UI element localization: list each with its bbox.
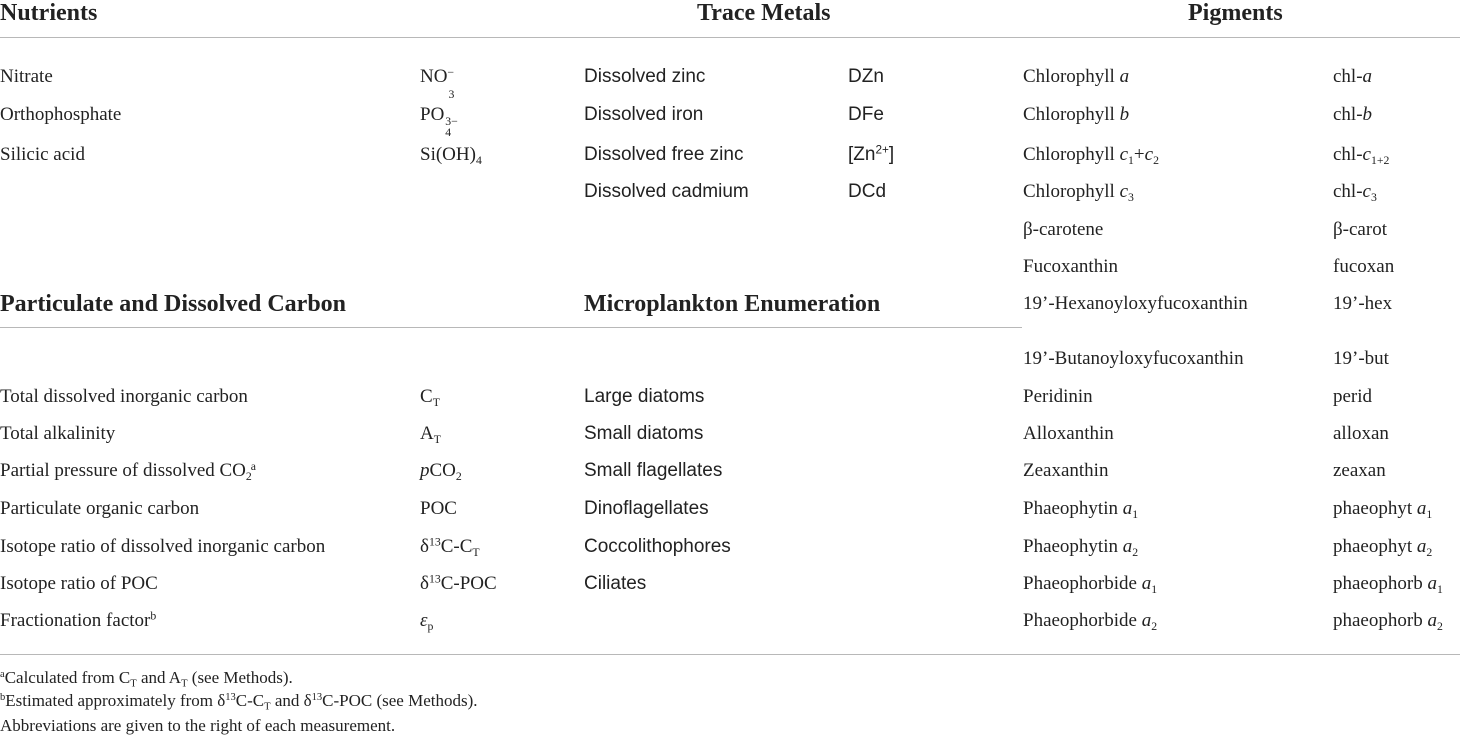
pigment-abbr: β-carot [1333, 219, 1387, 240]
pigment-name: Fucoxanthin [1023, 256, 1118, 277]
pigment-abbr: alloxan [1333, 423, 1389, 444]
pigment-name: Chlorophyll b [1023, 104, 1130, 125]
pigment-name: Chlorophyll $c_3$ [1023, 181, 1134, 205]
pigment-name: Phaeophytin $a_1$ [1023, 498, 1139, 522]
carbon-name: Particulate organic carbon [0, 498, 200, 519]
trace-metals-header: Trace Metals [697, 0, 831, 26]
pigment-name: Chlorophyll $c_1+c_2$ [1023, 144, 1159, 168]
microplankton-item: Small diatoms [584, 423, 704, 444]
pigment-name: Alloxanthin [1023, 423, 1114, 444]
trace-metal-abbr: DFe [848, 104, 884, 125]
section-rule [0, 327, 1022, 328]
pigment-abbr: 19’-but [1333, 348, 1389, 369]
pigment-abbr: zeaxan [1333, 460, 1386, 481]
pigment-abbr: phaeophyt $a_2$ [1333, 536, 1433, 560]
pigment-abbr: perid [1333, 386, 1373, 407]
pigment-name: Zeaxanthin [1023, 460, 1109, 481]
footnote-note: Abbreviations are given to the right of each measurement. [0, 716, 396, 735]
pigment-abbr: chl-$c_{1+2}$ [1333, 144, 1390, 168]
pigment-abbr: chl-$c_3$ [1333, 181, 1377, 205]
pigment-name: β-carotene [1023, 219, 1104, 240]
carbon-abbr: pCO$_2$ [420, 460, 462, 484]
microplankton-item: Large diatoms [584, 386, 705, 407]
carbon-abbr: $\delta^{13}C$-POC [420, 572, 497, 594]
microplankton-item: Dinoflagellates [584, 498, 709, 519]
trace-metal-abbr: DCd [848, 181, 887, 202]
trace-metal-abbr-zn: $[Zn^{2+}]$ [848, 143, 895, 165]
microplankton-item: Small flagellates [584, 460, 723, 481]
pigment-name: Phaeophytin $a_2$ [1023, 536, 1139, 560]
nutrient-abbr-phosphate: PO 3− 4 [420, 104, 458, 140]
pigment-abbr: phaeophorb $a_2$ [1333, 610, 1443, 634]
footnote-b: $^b$Estimated approximately from $\delta^{13}C-C_T$ and $\delta^{13}C$-POC (see Methods). [0, 691, 478, 713]
carbon-name: Fractionation factor$^b$ [0, 609, 157, 631]
pigment-name: Phaeophorbide $a_1$ [1023, 573, 1158, 597]
carbon-abbr: $A_T$ [420, 423, 441, 447]
pigment-name: Peridinin [1023, 386, 1093, 407]
carbon-name: Isotope ratio of POC [0, 573, 158, 594]
nutrient-name: Nitrate [0, 66, 53, 87]
pigments-header: Pigments [1188, 0, 1283, 26]
carbon-abbr: $\varepsilon_p$ [420, 610, 434, 634]
carbon-name: Isotope ratio of dissolved inorganic carbon [0, 536, 326, 557]
trace-metal-name: Dissolved zinc [584, 66, 706, 87]
trace-metal-abbr: DZn [848, 66, 884, 87]
carbon-header: Particulate and Dissolved Carbon [0, 291, 347, 317]
nutrient-abbr-nitrate: NO 3 − [420, 65, 455, 102]
nutrient-abbr-silicic: $Si(OH)_4$ [420, 144, 482, 168]
footer-rule [0, 654, 1460, 655]
microplankton-header: Microplankton Enumeration [584, 291, 881, 317]
nutrient-name: Orthophosphate [0, 104, 122, 125]
trace-metal-name: Dissolved free zinc [584, 144, 744, 165]
pigment-abbr: phaeophorb $a_1$ [1333, 573, 1443, 597]
carbon-name: Total alkalinity [0, 423, 116, 444]
pigment-name: 19’-Butanoyloxyfucoxanthin [1023, 348, 1244, 369]
carbon-abbr: POC [420, 498, 457, 519]
trace-metal-name: Dissolved cadmium [584, 181, 749, 202]
pigment-abbr: phaeophyt $a_1$ [1333, 498, 1433, 522]
nutrients-header: Nutrients [0, 0, 98, 26]
microplankton-item: Coccolithophores [584, 536, 731, 557]
nutrient-name: Silicic acid [0, 144, 85, 165]
pigment-abbr: fucoxan [1333, 256, 1395, 277]
header-rule [0, 37, 1460, 38]
carbon-name: Partial pressure of dissolved $CO_2^a$ [0, 459, 257, 484]
pigment-name: 19’-Hexanoyloxyfucoxanthin [1023, 293, 1248, 314]
pigment-name: Phaeophorbide $a_2$ [1023, 610, 1158, 634]
pigment-abbr: chl-a [1333, 66, 1373, 87]
carbon-abbr: $C_T$ [420, 386, 440, 410]
pigment-abbr: 19’-hex [1333, 293, 1393, 314]
carbon-abbr: $\delta^{13}C-C_T$ [420, 535, 480, 560]
footnote-a: $^a$Calculated from $C_T$ and $A_T$ (see Methods). [0, 668, 293, 690]
microplankton-item: Ciliates [584, 573, 647, 594]
pigment-abbr: chl-b [1333, 104, 1373, 125]
trace-metal-name: Dissolved iron [584, 104, 704, 125]
pigment-name: Chlorophyll a [1023, 66, 1130, 87]
carbon-name: Total dissolved inorganic carbon [0, 386, 248, 407]
